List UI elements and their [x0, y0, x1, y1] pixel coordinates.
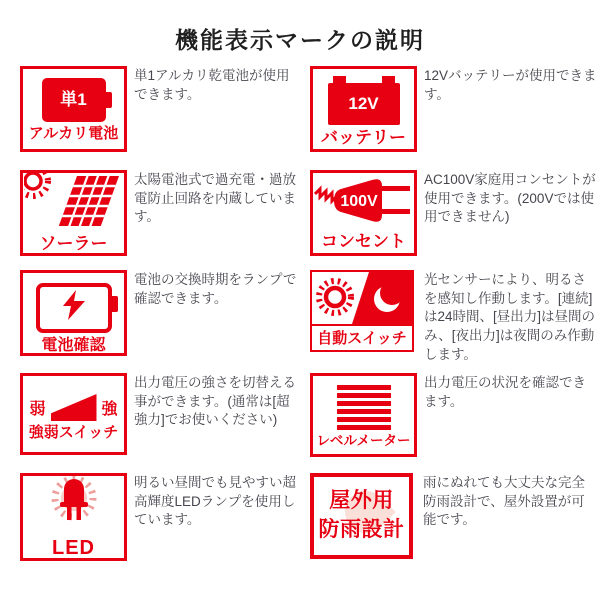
battery-check-mark — [20, 270, 127, 356]
item-outdoor-rainproof — [310, 473, 598, 559]
item-led — [20, 473, 298, 561]
item-battery-check — [20, 270, 298, 356]
battery-terminal — [106, 92, 112, 108]
item-description: 電池の交換時期をランプで確認できます。 — [134, 272, 297, 306]
wedge-icon — [23, 394, 124, 421]
led-mark — [20, 473, 127, 561]
item-description: 12Vバッテリーが使用できます。 — [424, 68, 597, 102]
alkaline-battery-mark — [20, 66, 127, 152]
item-solar — [20, 170, 298, 256]
mark-label: バッテリー — [321, 128, 406, 147]
item-description: 出力電圧の強さを切替える事ができます。(通常は[超強力]でお使いください) — [134, 375, 296, 428]
item-description: 光センサーにより、明るさを感知し作動します。[連続]は24時間、[昼出力]は昼間のみ、[夜出力]は夜間のみ作動します。 — [424, 272, 596, 362]
sun-moon-icon — [312, 272, 412, 326]
level-bars-icon — [337, 385, 391, 430]
mark-label-line1: 屋外用 — [329, 489, 394, 512]
mark-label: コンセント — [321, 232, 406, 251]
led-lamp-icon — [34, 476, 114, 532]
mark-label-line2: 防雨設計 — [318, 518, 405, 542]
item-12v-battery — [310, 66, 598, 152]
mark-label: 電池確認 — [41, 337, 106, 354]
power-level-mark — [20, 373, 127, 455]
battery-lightning-icon — [36, 283, 112, 333]
item-description: AC100V家庭用コンセントが使用できます。(200Vでは使用できません) — [424, 172, 596, 225]
item-description: 太陽電池式で過充電・過放電防止回路を内蔵しています。 — [134, 172, 296, 225]
mark-label — [314, 486, 409, 545]
mark-label: 自動スイッチ — [317, 330, 407, 347]
plug-voltage-text: 100V — [339, 193, 378, 210]
item-description: 雨にぬれても大丈夫な完全防雨設計で、屋外設置が可能です。 — [423, 475, 585, 528]
item-power-level-switch — [20, 373, 298, 455]
ramp-shape — [51, 394, 97, 421]
solar-mark — [20, 170, 127, 256]
car-battery-icon — [328, 83, 400, 125]
battery-icon — [42, 78, 106, 122]
item-level-meter — [310, 373, 598, 457]
item-auto-switch — [310, 270, 598, 364]
page-title: 機能表示マークの説明 — [175, 27, 425, 53]
battery-voltage-text: 12V — [348, 94, 379, 113]
mark-label: アルカリ電池 — [28, 125, 119, 142]
item-description: 明るい昼間でも見やすい超高輝度LEDランプを使用しています。 — [134, 475, 296, 528]
battery-size-text: 単1 — [60, 90, 87, 109]
item-ac-outlet — [310, 170, 598, 256]
outlet-mark — [310, 170, 417, 256]
weak-label: 弱 — [29, 401, 46, 418]
strong-label: 強 — [101, 401, 118, 418]
mark-label: ソーラー — [39, 234, 108, 253]
auto-switch-mark — [310, 270, 414, 352]
item-description: 出力電圧の状況を確認できます。 — [424, 375, 586, 409]
mark-label: LED — [52, 537, 95, 559]
power-plug-icon — [314, 173, 414, 228]
item-aa-alkaline-battery — [20, 66, 298, 152]
rainproof-mark — [310, 473, 413, 559]
sun-solar-panel-icon — [24, 173, 124, 230]
mark-label: レベルメーター — [316, 433, 411, 448]
lightning-icon — [61, 290, 87, 320]
12v-battery-mark — [310, 66, 417, 152]
item-description: 単1アルカリ乾電池が使用できます。 — [134, 68, 290, 102]
mark-label: 強弱スイッチ — [28, 424, 119, 441]
level-meter-mark — [310, 373, 417, 457]
battery-terminal — [112, 296, 118, 312]
